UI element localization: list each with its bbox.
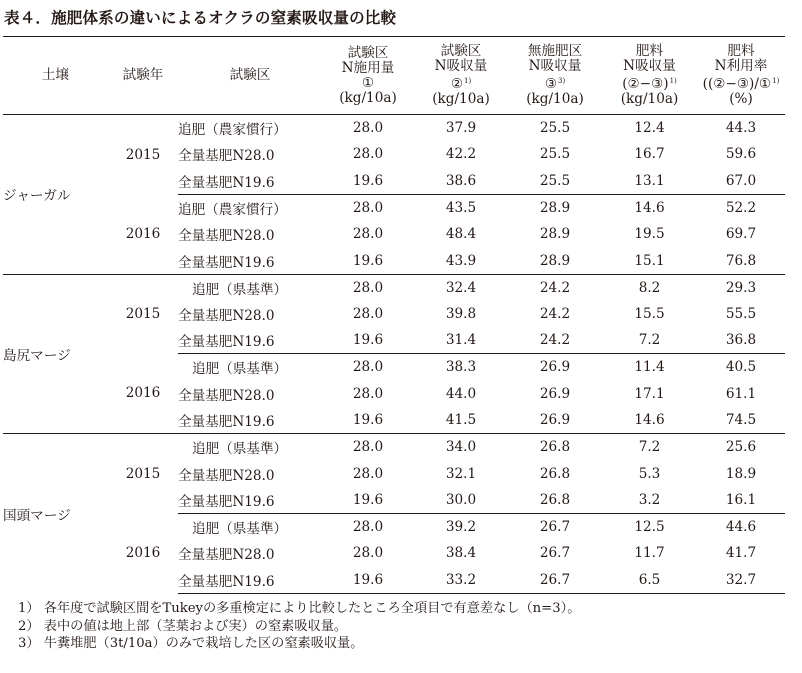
footnotes — [18, 600, 580, 653]
value-use-rate: 18.9 — [725, 465, 757, 482]
value-n-uptake: 37.9 — [445, 120, 477, 137]
table-row — [3, 115, 785, 142]
plot-cell: 追肥（県基準） — [178, 274, 322, 301]
year-cell: 2016 — [125, 385, 161, 402]
header-soil: 土壌 — [41, 67, 70, 83]
value-fert-uptake: 3.2 — [638, 491, 661, 508]
value-fert-uptake: 12.5 — [602, 513, 697, 540]
year-cell: 2015 — [108, 434, 178, 514]
table-row — [3, 434, 785, 461]
value-no-fert-uptake: 26.7 — [508, 513, 602, 540]
footnote-1: 1） 各年度で試験区間をTukeyの多重検定により比較したところ全項目で有意差なし（n=3）。 — [18, 601, 581, 616]
header-plot: 試験区 — [229, 67, 271, 83]
value-n-uptake: 30.0 — [445, 491, 477, 508]
table-row — [3, 274, 785, 301]
value-use-rate: 59.6 — [725, 146, 757, 163]
value-fert-uptake: 12.4 — [634, 120, 665, 137]
plot-cell: 全量基肥N19.6 — [178, 254, 275, 271]
footnote-3: 3） 牛糞堆肥（3t/10a）のみで栽培した区の窒素吸収量。 — [18, 636, 364, 651]
value-no-fert-uptake: 25.5 — [539, 172, 571, 189]
value-n-applied: 28.0 — [352, 385, 384, 402]
header-row — [3, 37, 785, 115]
plot-cell: 全量基肥N28.0 — [178, 467, 275, 484]
value-n-applied: 28.0 — [322, 513, 414, 540]
value-n-applied: 28.0 — [352, 146, 384, 163]
nitrogen-uptake-table — [3, 36, 785, 594]
plot-cell: 追肥（農家慣行） — [178, 122, 287, 139]
value-n-uptake: 38.3 — [414, 354, 508, 381]
value-use-rate: 61.1 — [725, 385, 757, 402]
value-fert-uptake: 8.2 — [602, 274, 697, 301]
value-fert-uptake: 6.5 — [602, 567, 697, 594]
header-n-applied: 試験区 N施用量 ① (kg/10a) — [339, 44, 397, 106]
plot-cell: 追肥（県基準） — [178, 354, 322, 381]
value-n-applied: 19.6 — [352, 332, 384, 349]
value-fert-uptake: 17.1 — [634, 385, 665, 402]
soil-cell — [3, 274, 108, 434]
soil-cell — [3, 115, 108, 275]
table-body — [3, 115, 785, 594]
value-use-rate: 52.2 — [697, 194, 785, 221]
plot-cell: 全量基肥N28.0 — [178, 387, 275, 404]
plot-cell: 全量基肥N19.6 — [178, 414, 275, 431]
value-no-fert-uptake: 25.5 — [539, 120, 571, 137]
value-no-fert-uptake: 28.9 — [539, 252, 571, 269]
value-n-applied: 28.0 — [352, 120, 384, 137]
value-fert-uptake: 19.5 — [634, 226, 665, 243]
value-n-applied: 19.6 — [352, 252, 384, 269]
value-fert-uptake: 7.2 — [638, 332, 661, 349]
value-use-rate: 69.7 — [725, 226, 757, 243]
value-n-applied: 19.6 — [352, 491, 384, 508]
value-n-applied: 28.0 — [322, 274, 414, 301]
plot-cell: 全量基肥N28.0 — [178, 148, 275, 165]
value-use-rate: 74.5 — [725, 412, 757, 429]
value-no-fert-uptake: 26.9 — [539, 385, 571, 402]
value-n-applied: 28.0 — [352, 305, 384, 322]
plot-cell: 追肥（県基準） — [178, 434, 322, 461]
value-use-rate: 40.5 — [697, 354, 785, 381]
soil-label: ジャーガル — [3, 188, 71, 205]
value-n-applied: 19.6 — [352, 412, 384, 429]
value-n-applied: 28.0 — [352, 465, 384, 482]
value-use-rate: 25.6 — [697, 434, 785, 461]
plot-cell: 全量基肥N19.6 — [178, 493, 275, 510]
value-n-applied: 28.0 — [322, 434, 414, 461]
header-n-uptake: 試験区 N吸収量 ②$^{1)}$ (kg/10a) — [432, 43, 490, 107]
value-n-uptake: 41.5 — [445, 412, 477, 429]
value-n-uptake: 43.5 — [414, 194, 508, 221]
value-n-uptake: 34.0 — [414, 434, 508, 461]
value-fert-uptake: 15.1 — [634, 252, 665, 269]
value-n-uptake: 38.4 — [445, 545, 477, 562]
value-use-rate: 41.7 — [725, 545, 757, 562]
value-n-uptake: 48.4 — [445, 226, 477, 243]
value-no-fert-uptake: 26.8 — [539, 465, 571, 482]
value-no-fert-uptake: 26.7 — [539, 545, 571, 562]
value-n-applied: 28.0 — [352, 226, 384, 243]
table-row — [3, 354, 785, 381]
value-use-rate: 67.0 — [725, 172, 757, 189]
value-n-applied: 28.0 — [322, 194, 414, 221]
value-n-uptake: 33.2 — [414, 567, 508, 594]
plot-cell: 全量基肥N19.6 — [178, 567, 322, 594]
value-use-rate: 44.3 — [725, 120, 757, 137]
value-n-uptake: 39.2 — [414, 513, 508, 540]
plot-cell: 追肥（県基準） — [178, 513, 322, 540]
value-no-fert-uptake: 24.2 — [508, 274, 602, 301]
value-no-fert-uptake: 24.2 — [539, 305, 571, 322]
soil-label: 島尻マージ — [3, 347, 71, 364]
value-fert-uptake: 11.4 — [602, 354, 697, 381]
footnote-2: 2） 表中の値は地上部（茎葉および実）の窒素吸収量。 — [18, 618, 348, 634]
value-n-applied: 28.0 — [352, 545, 384, 562]
plot-cell: 全量基肥N28.0 — [178, 547, 275, 564]
value-no-fert-uptake: 26.9 — [539, 412, 571, 429]
value-n-applied: 19.6 — [322, 567, 414, 594]
table-row — [3, 513, 785, 540]
table-row — [3, 194, 785, 221]
plot-cell: 全量基肥N28.0 — [178, 228, 275, 245]
value-use-rate: 44.6 — [697, 513, 785, 540]
value-no-fert-uptake: 26.7 — [508, 567, 602, 594]
value-use-rate: 16.1 — [725, 491, 757, 508]
value-fert-uptake: 15.5 — [634, 305, 665, 322]
value-no-fert-uptake: 26.9 — [508, 354, 602, 381]
value-fert-uptake: 14.6 — [634, 412, 665, 429]
header-fert-uptake: 肥料 N吸収量 (②−③)$^{1)}$ (kg/10a) — [620, 43, 679, 107]
plot-cell: 全量基肥N19.6 — [178, 174, 275, 191]
year-cell: 2015 — [125, 146, 161, 163]
value-n-uptake: 39.8 — [445, 305, 477, 322]
value-n-uptake: 31.4 — [445, 332, 477, 349]
value-no-fert-uptake: 26.8 — [539, 491, 571, 508]
value-use-rate: 76.8 — [725, 252, 757, 269]
year-cell: 2015 — [108, 274, 178, 354]
year-cell: 2016 — [125, 225, 161, 242]
value-n-uptake: 43.9 — [445, 252, 477, 269]
value-no-fert-uptake: 28.9 — [539, 226, 571, 243]
value-n-uptake: 32.1 — [445, 465, 477, 482]
table-title: 表４．施肥体系の違いによるオクラの窒素吸収量の比較 — [4, 9, 397, 27]
plot-cell: 追肥（農家慣行） — [178, 194, 322, 221]
header-no-fert-uptake: 無施肥区 N吸収量 ③$^{3)}$ (kg/10a) — [526, 43, 584, 107]
value-no-fert-uptake: 24.2 — [539, 332, 571, 349]
value-no-fert-uptake: 28.9 — [508, 194, 602, 221]
value-n-applied: 19.6 — [352, 172, 384, 189]
value-no-fert-uptake: 25.5 — [539, 146, 571, 163]
value-n-uptake: 44.0 — [445, 385, 477, 402]
value-fert-uptake: 14.6 — [602, 194, 697, 221]
value-fert-uptake: 7.2 — [602, 434, 697, 461]
soil-label: 国頭マージ — [3, 507, 71, 524]
value-fert-uptake: 5.3 — [638, 465, 661, 482]
soil-cell — [3, 434, 108, 594]
year-cell: 2016 — [125, 545, 161, 562]
plot-cell: 全量基肥N28.0 — [178, 307, 275, 324]
value-no-fert-uptake: 26.8 — [508, 434, 602, 461]
value-fert-uptake: 11.7 — [634, 545, 665, 562]
value-n-uptake: 38.6 — [445, 172, 477, 189]
header-use-rate: 肥料 N利用率 ((②−③)/①$^{1)}$ (%) — [702, 43, 780, 107]
value-fert-uptake: 13.1 — [634, 172, 665, 189]
value-n-applied: 28.0 — [322, 354, 414, 381]
value-use-rate: 29.3 — [697, 274, 785, 301]
value-fert-uptake: 16.7 — [634, 146, 665, 163]
header-year: 試験年 — [122, 67, 164, 83]
value-n-uptake: 32.4 — [414, 274, 508, 301]
value-n-uptake: 42.2 — [445, 146, 477, 163]
value-use-rate: 32.7 — [697, 567, 785, 594]
value-use-rate: 36.8 — [725, 332, 757, 349]
value-use-rate: 55.5 — [725, 305, 757, 322]
plot-cell: 全量基肥N19.6 — [178, 334, 275, 351]
